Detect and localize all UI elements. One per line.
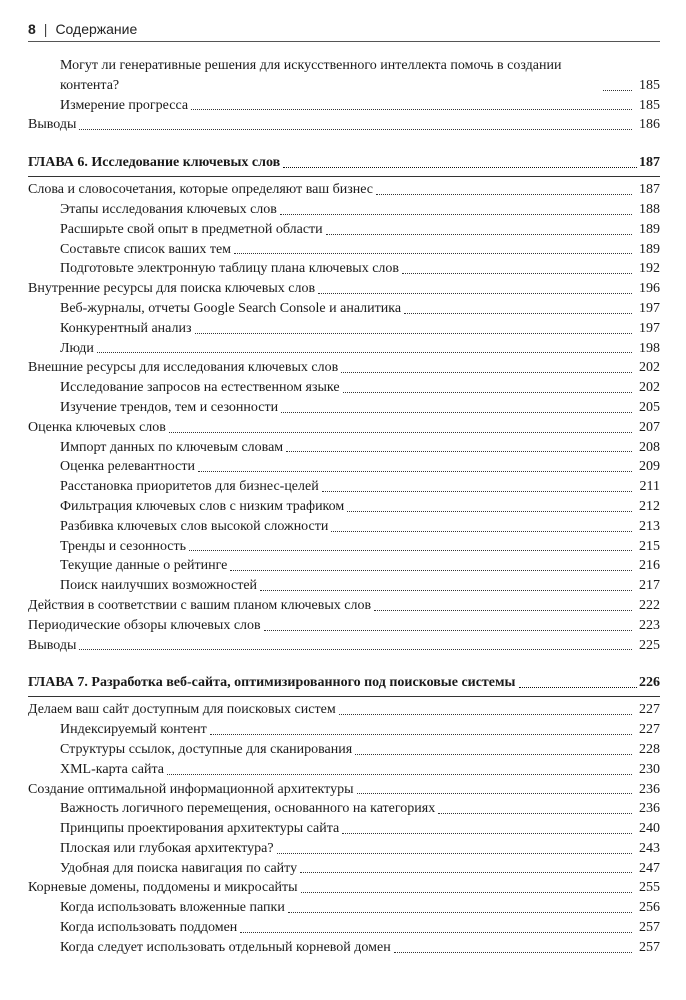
toc-subsection-entry[interactable] bbox=[28, 497, 660, 517]
dot-leader bbox=[210, 733, 632, 735]
dot-leader bbox=[404, 312, 632, 314]
toc-subsection-entry[interactable] bbox=[28, 819, 660, 839]
toc-page-number: 202 bbox=[639, 380, 660, 396]
toc-entry-title: Этапы исследования ключевых слов bbox=[60, 201, 277, 217]
toc-subsection-entry[interactable] bbox=[28, 740, 660, 760]
toc-entry-title: Оценка релевантности bbox=[60, 459, 195, 475]
toc-page-number: 209 bbox=[639, 459, 660, 475]
toc-page-number: 236 bbox=[639, 781, 660, 797]
toc-subsection-entry[interactable] bbox=[28, 378, 660, 398]
toc-page-number: 236 bbox=[639, 801, 660, 817]
toc-page-number: 223 bbox=[639, 617, 660, 633]
toc-entry-title: Индексируемый контент bbox=[60, 722, 207, 738]
toc-page-number: 198 bbox=[639, 340, 660, 356]
toc-entry-title: Периодические обзоры ключевых слов bbox=[28, 617, 261, 633]
dot-leader bbox=[281, 411, 632, 413]
toc-subsection-entry[interactable] bbox=[28, 799, 660, 819]
dot-leader bbox=[167, 773, 632, 775]
dot-leader bbox=[374, 609, 632, 611]
toc-page-number: 256 bbox=[639, 900, 660, 916]
toc-subsection-entry[interactable] bbox=[28, 760, 660, 780]
toc-entry-title: ГЛАВА 7. Разработка веб-сайта, оптимизированного под поисковые системы bbox=[28, 675, 516, 691]
toc-entry-title: Когда следует использовать отдельный корневой домен bbox=[60, 939, 391, 955]
toc-entry-title: Расширьте свой опыт в предметной области bbox=[60, 221, 323, 237]
toc-page-number: 243 bbox=[639, 840, 660, 856]
dot-leader bbox=[191, 108, 632, 110]
toc-subsection-entry[interactable] bbox=[28, 839, 660, 859]
dot-leader bbox=[339, 713, 632, 715]
toc-subsection-entry[interactable] bbox=[28, 517, 660, 537]
toc-subsection-entry[interactable] bbox=[28, 398, 660, 418]
toc-entry-title: Подготовьте электронную таблицу плана ключевых слов bbox=[60, 261, 400, 277]
toc-subsection-entry[interactable] bbox=[28, 200, 660, 220]
dot-leader bbox=[97, 351, 632, 353]
dot-leader bbox=[300, 871, 632, 873]
dot-leader bbox=[402, 272, 632, 274]
table-of-contents bbox=[28, 56, 660, 958]
toc-section-entry[interactable] bbox=[28, 780, 660, 800]
toc-section-entry[interactable] bbox=[28, 616, 660, 636]
toc-entry-title: Выводы bbox=[28, 637, 77, 653]
toc-page-number: 215 bbox=[639, 538, 660, 554]
dot-leader bbox=[240, 931, 632, 933]
toc-page-number: 188 bbox=[639, 201, 660, 217]
toc-section-entry[interactable] bbox=[28, 418, 660, 438]
toc-section-entry[interactable] bbox=[28, 596, 660, 616]
toc-entry-title: Корневые домены, поддомены и микросайты bbox=[28, 880, 298, 896]
page-number: 8 bbox=[28, 21, 36, 37]
toc-page-number: 187 bbox=[639, 155, 660, 171]
dot-leader bbox=[519, 687, 638, 688]
dot-leader bbox=[286, 450, 632, 452]
dot-leader bbox=[347, 510, 632, 512]
dot-leader bbox=[394, 951, 632, 953]
toc-entry-title: Составьте список ваших тем bbox=[60, 241, 232, 257]
toc-page-number: 228 bbox=[639, 741, 660, 757]
toc-subsection-entry[interactable] bbox=[28, 938, 660, 958]
toc-page-number: 255 bbox=[639, 880, 660, 896]
toc-entry-title: Изучение трендов, тем и сезонности bbox=[60, 399, 279, 415]
toc-section-entry[interactable] bbox=[28, 700, 660, 720]
toc-entry-title: Импорт данных по ключевым словам bbox=[60, 439, 284, 455]
section-title: Содержание bbox=[55, 21, 138, 37]
toc-section-entry[interactable] bbox=[28, 636, 660, 656]
toc-page-number: 226 bbox=[639, 675, 660, 691]
toc-entry-title: Могут ли генеративные решения для искусственного интеллекта помочь в создании контента? bbox=[60, 58, 562, 93]
dot-leader bbox=[288, 911, 632, 913]
dot-leader bbox=[376, 193, 632, 195]
toc-page-number: 227 bbox=[639, 722, 660, 738]
toc-entry-title: Разбивка ключевых слов высокой сложности bbox=[60, 518, 329, 534]
toc-page-number: 205 bbox=[639, 399, 660, 415]
toc-subsection-entry[interactable] bbox=[28, 240, 660, 260]
toc-page-number: 197 bbox=[639, 300, 660, 316]
dot-leader bbox=[326, 233, 632, 235]
toc-entry-title: Принципы проектирования архитектуры сайта bbox=[60, 821, 340, 837]
toc-subsection-entry[interactable] bbox=[28, 96, 660, 116]
toc-entry-title: Создание оптимальной информационной архитектуры bbox=[28, 781, 354, 797]
toc-page-number: 247 bbox=[639, 860, 660, 876]
toc-entry-title: Выводы bbox=[28, 117, 77, 133]
toc-entry-title: Оценка ключевых слов bbox=[28, 419, 166, 435]
dot-leader bbox=[355, 753, 632, 755]
toc-subsection-entry[interactable] bbox=[28, 918, 660, 938]
toc-subsection-entry[interactable] bbox=[28, 259, 660, 279]
dot-leader bbox=[318, 292, 632, 294]
dot-leader bbox=[283, 167, 637, 168]
toc-chapter-heading[interactable] bbox=[28, 673, 660, 697]
dot-leader bbox=[341, 371, 632, 373]
toc-entry-title: Конкурентный анализ bbox=[60, 320, 192, 336]
toc-subsection-entry[interactable] bbox=[28, 537, 660, 557]
toc-page-number: 240 bbox=[639, 821, 660, 837]
toc-entry-title: Слова и словосочетания, которые определяют ваш бизнес bbox=[28, 182, 374, 198]
dot-leader bbox=[280, 213, 632, 215]
dot-leader bbox=[234, 252, 632, 254]
toc-subsection-entry[interactable] bbox=[28, 859, 660, 879]
toc-subsection-entry[interactable] bbox=[28, 56, 660, 96]
dot-leader bbox=[301, 891, 632, 893]
toc-subsection-entry[interactable] bbox=[28, 556, 660, 576]
toc-subsection-entry[interactable] bbox=[28, 339, 660, 359]
toc-section-entry[interactable] bbox=[28, 878, 660, 898]
dot-leader bbox=[438, 812, 632, 814]
toc-entry-title: Люди bbox=[60, 340, 94, 356]
toc-entry-title: Внешние ресурсы для исследования ключевых слов bbox=[28, 360, 339, 376]
toc-subsection-entry[interactable] bbox=[28, 299, 660, 319]
toc-page-number: 257 bbox=[639, 939, 660, 955]
toc-page-number: 202 bbox=[639, 360, 660, 376]
toc-section-entry[interactable] bbox=[28, 180, 660, 200]
dot-leader bbox=[357, 792, 633, 794]
dot-leader bbox=[198, 470, 632, 472]
toc-section-entry[interactable] bbox=[28, 279, 660, 299]
toc-subsection-entry[interactable] bbox=[28, 457, 660, 477]
toc-page-number: 227 bbox=[639, 702, 660, 718]
toc-entry-title: Поиск наилучших возможностей bbox=[60, 578, 258, 594]
toc-page-number: 192 bbox=[639, 261, 660, 277]
dot-leader bbox=[189, 549, 632, 551]
toc-page-number: 187 bbox=[639, 182, 660, 198]
toc-page-number: 197 bbox=[639, 320, 660, 336]
toc-entry-title: Плоская или глубокая архитектура? bbox=[60, 840, 274, 856]
dot-leader bbox=[322, 490, 632, 492]
dot-leader bbox=[603, 89, 632, 91]
dot-leader bbox=[79, 128, 632, 130]
toc-subsection-entry[interactable] bbox=[28, 898, 660, 918]
dot-leader bbox=[264, 629, 632, 631]
toc-page-number: 211 bbox=[639, 479, 660, 495]
toc-page-number: 225 bbox=[639, 637, 660, 653]
toc-page-number: 217 bbox=[639, 578, 660, 594]
toc-entry-title: Делаем ваш сайт доступным для поисковых систем bbox=[28, 702, 336, 718]
toc-page-number: 208 bbox=[639, 439, 660, 455]
dot-leader bbox=[195, 332, 632, 334]
toc-entry-title: Исследование запросов на естественном языке bbox=[60, 380, 340, 396]
toc-page-number: 189 bbox=[639, 241, 660, 257]
dot-leader bbox=[230, 569, 632, 571]
dot-leader bbox=[260, 589, 632, 591]
toc-entry-title: Когда использовать вложенные папки bbox=[60, 900, 285, 916]
toc-entry-title: Измерение прогресса bbox=[60, 97, 189, 113]
dot-leader bbox=[331, 530, 632, 532]
toc-subsection-entry[interactable] bbox=[28, 220, 660, 240]
toc-entry-title: XML-карта сайта bbox=[60, 761, 164, 777]
toc-page-number: 213 bbox=[639, 518, 660, 534]
toc-page-number: 212 bbox=[639, 498, 660, 514]
toc-entry-title: Удобная для поиска навигация по сайту bbox=[60, 860, 298, 876]
toc-page-number: 222 bbox=[639, 597, 660, 613]
toc-section-entry[interactable] bbox=[28, 358, 660, 378]
toc-subsection-entry[interactable] bbox=[28, 720, 660, 740]
toc-page-number: 207 bbox=[639, 419, 660, 435]
dot-leader bbox=[343, 391, 632, 393]
toc-subsection-entry[interactable] bbox=[28, 438, 660, 458]
toc-entry-title: Действия в соответствии с вашим планом ключевых слов bbox=[28, 597, 372, 613]
dot-leader bbox=[342, 832, 632, 834]
dot-leader bbox=[79, 648, 632, 650]
toc-page-number: 185 bbox=[639, 97, 660, 113]
toc-entry-title: Когда использовать поддомен bbox=[60, 920, 238, 936]
header-separator: | bbox=[43, 21, 48, 37]
toc-entry-title: Важность логичного перемещения, основанного на категориях bbox=[60, 801, 436, 817]
toc-page-number: 186 bbox=[639, 117, 660, 133]
toc-page-number: 230 bbox=[639, 761, 660, 777]
dot-leader bbox=[169, 431, 632, 433]
toc-chapter-heading[interactable] bbox=[28, 153, 660, 177]
running-head bbox=[28, 18, 660, 40]
toc-section-entry[interactable] bbox=[28, 115, 660, 135]
toc-entry-title: Внутренние ресурсы для поиска ключевых слов bbox=[28, 281, 316, 297]
toc-entry-title: Структуры ссылок, доступные для сканирования bbox=[60, 741, 353, 757]
toc-page-number: 257 bbox=[639, 920, 660, 936]
toc-entry-title: Текущие данные о рейтинге bbox=[60, 558, 228, 574]
toc-subsection-entry[interactable] bbox=[28, 319, 660, 339]
toc-entry-title: Веб-журналы, отчеты Google Search Console и аналитика bbox=[60, 300, 402, 316]
toc-subsection-entry[interactable] bbox=[28, 576, 660, 596]
toc-page-number: 216 bbox=[639, 558, 660, 574]
toc-page-number: 196 bbox=[639, 281, 660, 297]
dot-leader bbox=[277, 852, 632, 854]
toc-page-number: 185 bbox=[639, 77, 660, 93]
toc-subsection-entry[interactable] bbox=[28, 477, 660, 497]
toc-page-number: 189 bbox=[639, 221, 660, 237]
header-rule bbox=[28, 41, 660, 42]
toc-entry-title: Расстановка приоритетов для бизнес-целей bbox=[60, 479, 319, 495]
toc-entry-title: Фильтрация ключевых слов с низким трафиком bbox=[60, 498, 345, 514]
toc-entry-title: ГЛАВА 6. Исследование ключевых слов bbox=[28, 155, 281, 171]
toc-entry-title: Тренды и сезонность bbox=[60, 538, 187, 554]
